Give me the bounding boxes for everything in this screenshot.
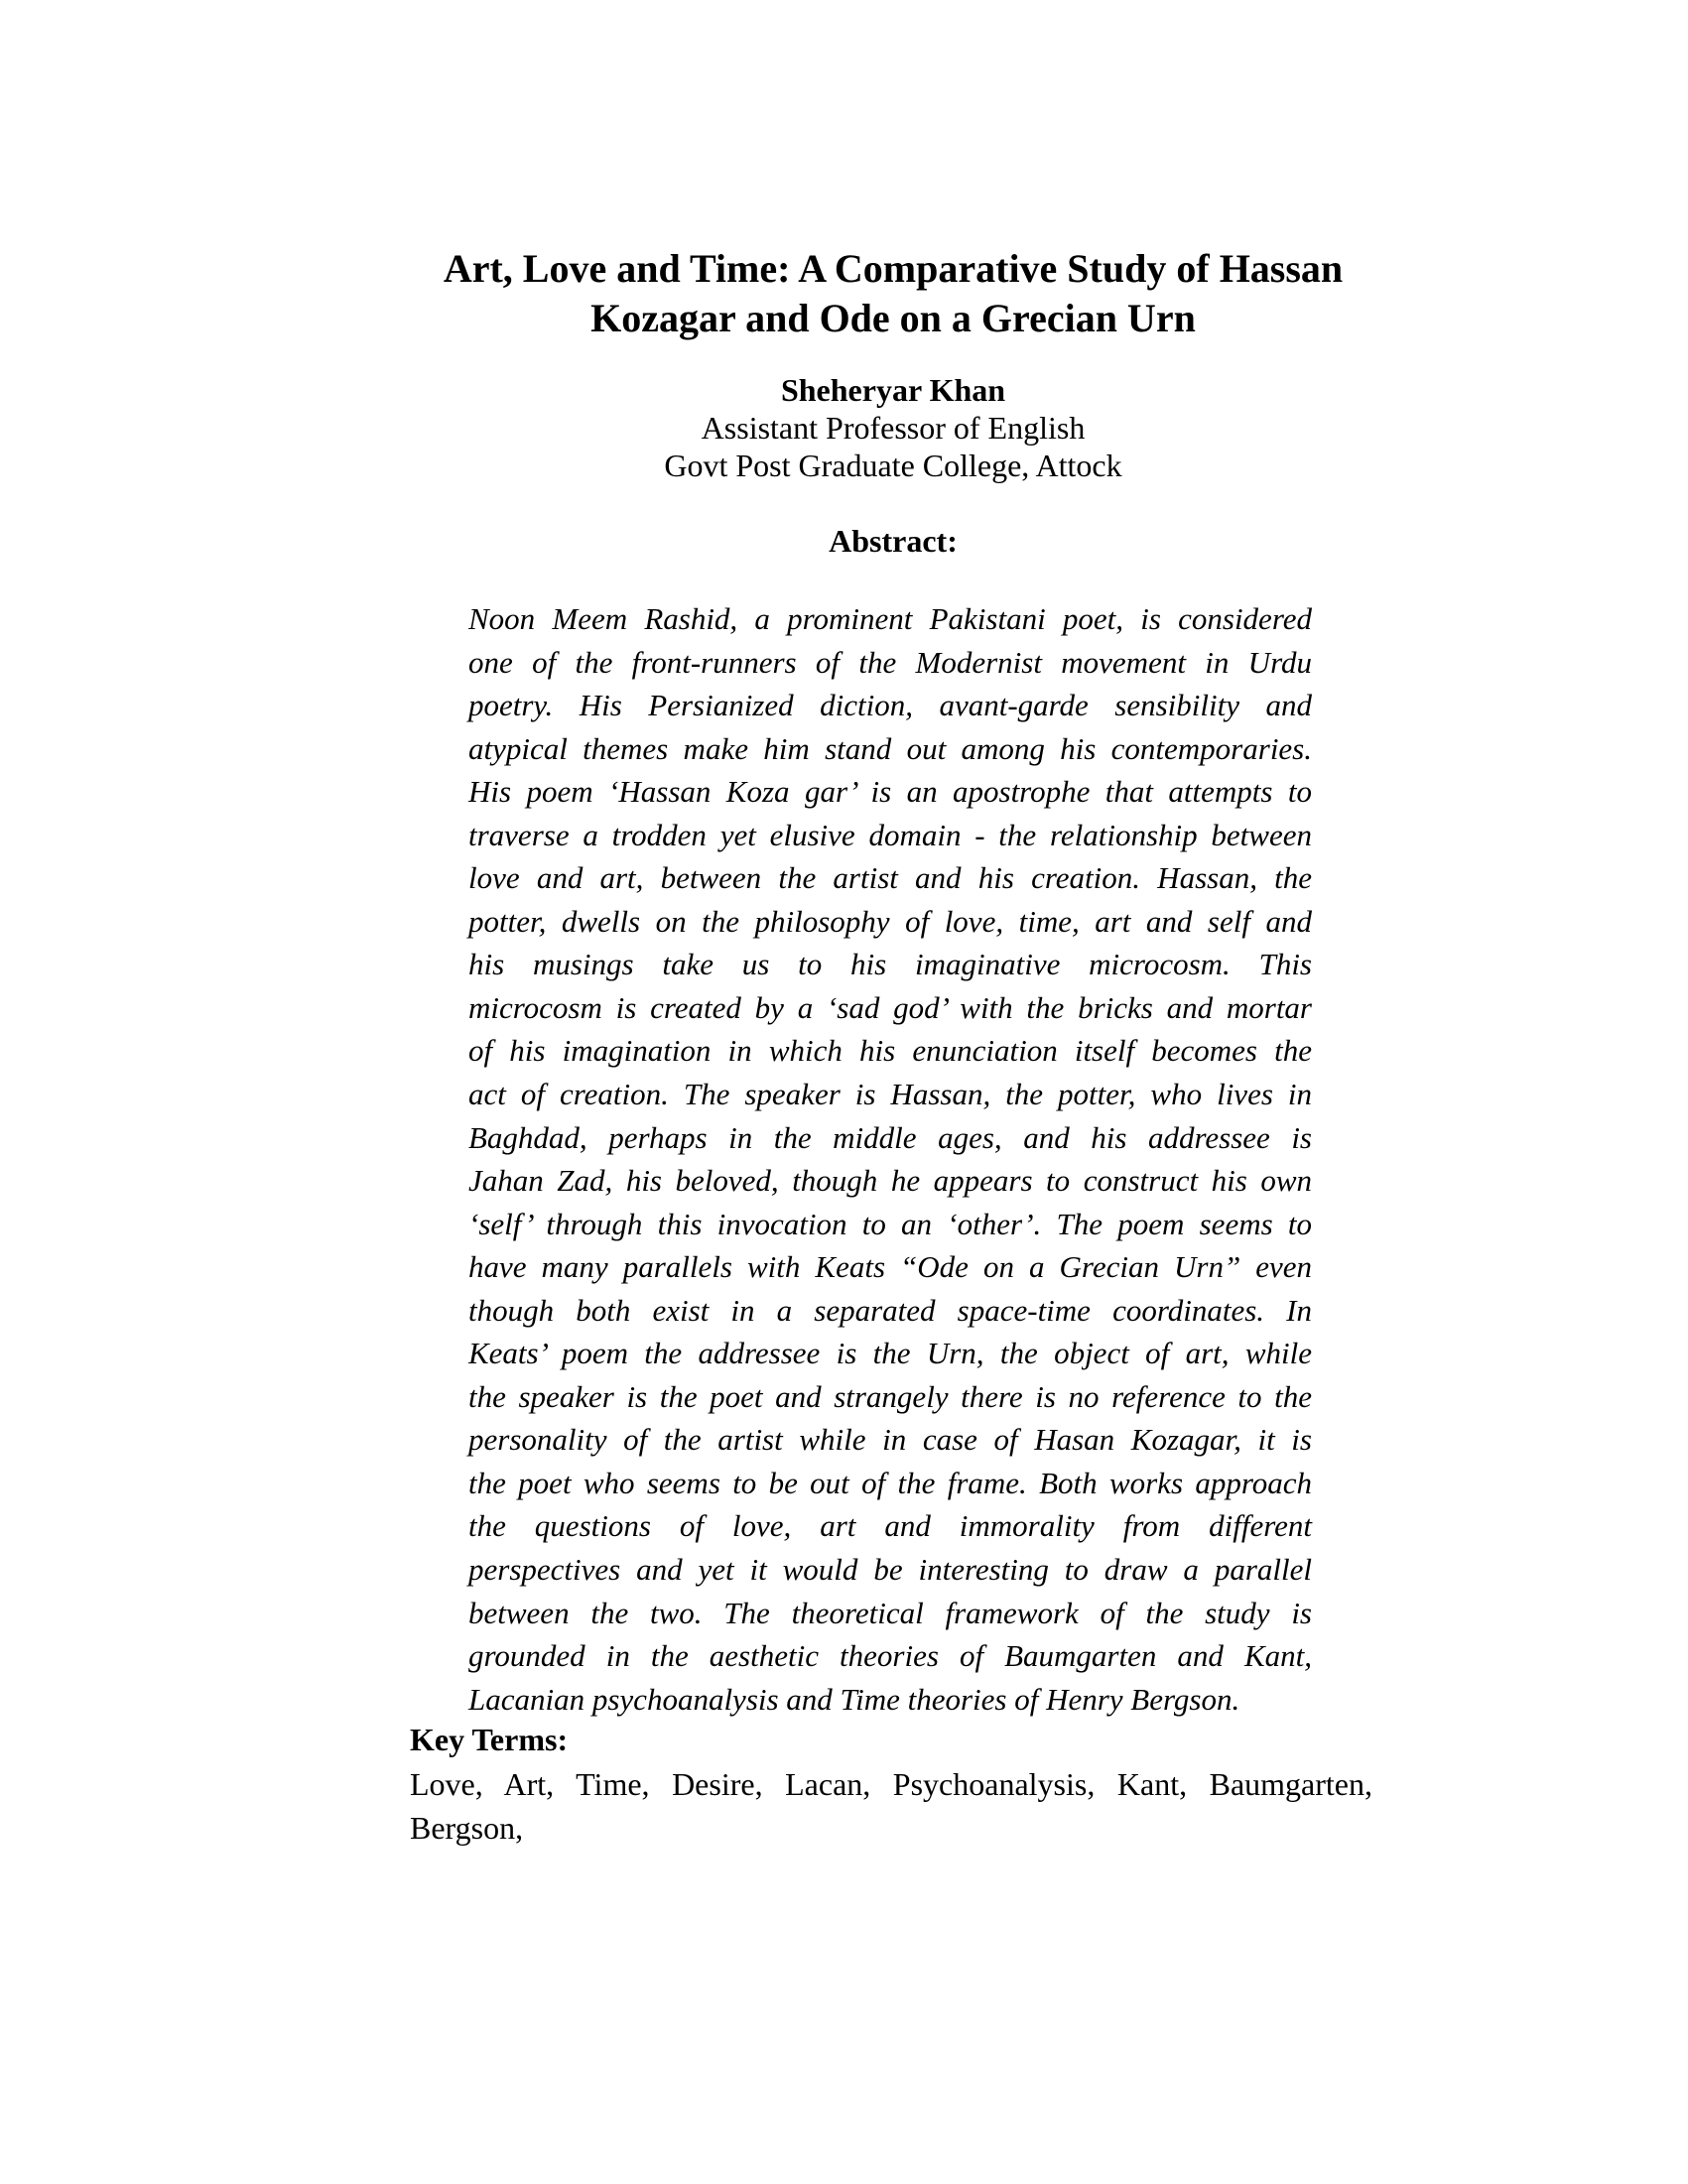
abstract-line: Keats’ poem the addressee is the Urn, the object of art, while — [468, 1336, 1312, 1371]
author-position: Assistant Professor of English — [701, 410, 1086, 446]
abstract-line: grounded in the aesthetic theories of Baumgarten and Kant, — [468, 1638, 1312, 1674]
abstract-line: have many parallels with Keats “Ode on a Grecian Urn” even — [468, 1249, 1312, 1285]
abstract-line: the speaker is the poet and strangely there is no reference to the — [468, 1378, 1312, 1414]
abstract-line: potter, dwells on the philosophy of love, time, art and self and — [468, 903, 1312, 939]
key-terms-line: Love, Art, Time, Desire, Lacan, Psychoanalysis, Kant, Baumgarten, — [410, 1766, 1372, 1802]
abstract-line: Jahan Zad, his beloved, though he appears to construct his own — [468, 1163, 1312, 1199]
author-name: Sheheryar Khan — [780, 372, 1006, 408]
author-block — [496, 371, 1290, 484]
abstract-line: Lacanian psychoanalysis and Time theories of Henry Bergson. — [468, 1681, 1240, 1717]
abstract-line: though both exist in a separated space-time coordinates. In — [468, 1292, 1312, 1328]
abstract-line: atypical themes make him stand out among his contemporaries. — [468, 730, 1312, 766]
abstract-line: of his imagination in which his enunciation itself becomes the — [468, 1033, 1312, 1069]
abstract-line: his musings take us to his imaginative microcosm. This — [468, 947, 1312, 982]
abstract-line: His poem ‘Hassan Koza gar’ is an apostrophe that attempts to — [468, 774, 1312, 810]
abstract-line: act of creation. The speaker is Hassan, the potter, who lives in — [468, 1077, 1312, 1112]
abstract-line: perspectives and yet it would be interesting to draw a parallel — [468, 1552, 1312, 1588]
paper-title — [377, 244, 1409, 343]
abstract-line: personality of the artist while in case of Hasan Kozagar, it is — [468, 1422, 1312, 1458]
abstract-line: Noon Meem Rashid, a prominent Pakistani poet, is considered — [468, 601, 1312, 636]
abstract-line: the questions of love, art and immorality from different — [468, 1508, 1312, 1544]
author-affiliation: Govt Post Graduate College, Attock — [664, 448, 1122, 483]
title-line: Art, Love and Time: A Comparative Study of Hassan — [443, 246, 1344, 291]
abstract-line: microcosm is created by a ‘sad god’ with the bricks and mortar — [468, 989, 1312, 1025]
abstract-line: the poet who seems to be out of the frame. Both works approach — [468, 1465, 1312, 1500]
title-line: Kozagar and Ode on a Grecian Urn — [590, 296, 1196, 340]
abstract-line: between the two. The theoretical framework of the study is — [468, 1595, 1312, 1630]
abstract-line: one of the front-runners of the Modernist movement in Urdu — [468, 644, 1312, 680]
abstract-body — [468, 597, 1312, 1721]
abstract-line: poetry. His Persianized diction, avant-garde sensibility and — [468, 688, 1312, 723]
abstract-line: love and art, between the artist and his creation. Hassan, the — [468, 860, 1312, 896]
abstract-line: traverse a trodden yet elusive domain - the relationship between — [468, 817, 1312, 852]
abstract-line: Baghdad, perhaps in the middle ages, and his addressee is — [468, 1119, 1312, 1155]
abstract-line: ‘self’ through this invocation to an ‘other’. The poem seems to — [468, 1206, 1312, 1241]
key-terms-body — [410, 1762, 1372, 1850]
abstract-heading: Abstract: — [829, 523, 958, 559]
key-terms-heading: Key Terms: — [410, 1722, 569, 1757]
key-terms-line: Bergson, — [410, 1810, 524, 1846]
